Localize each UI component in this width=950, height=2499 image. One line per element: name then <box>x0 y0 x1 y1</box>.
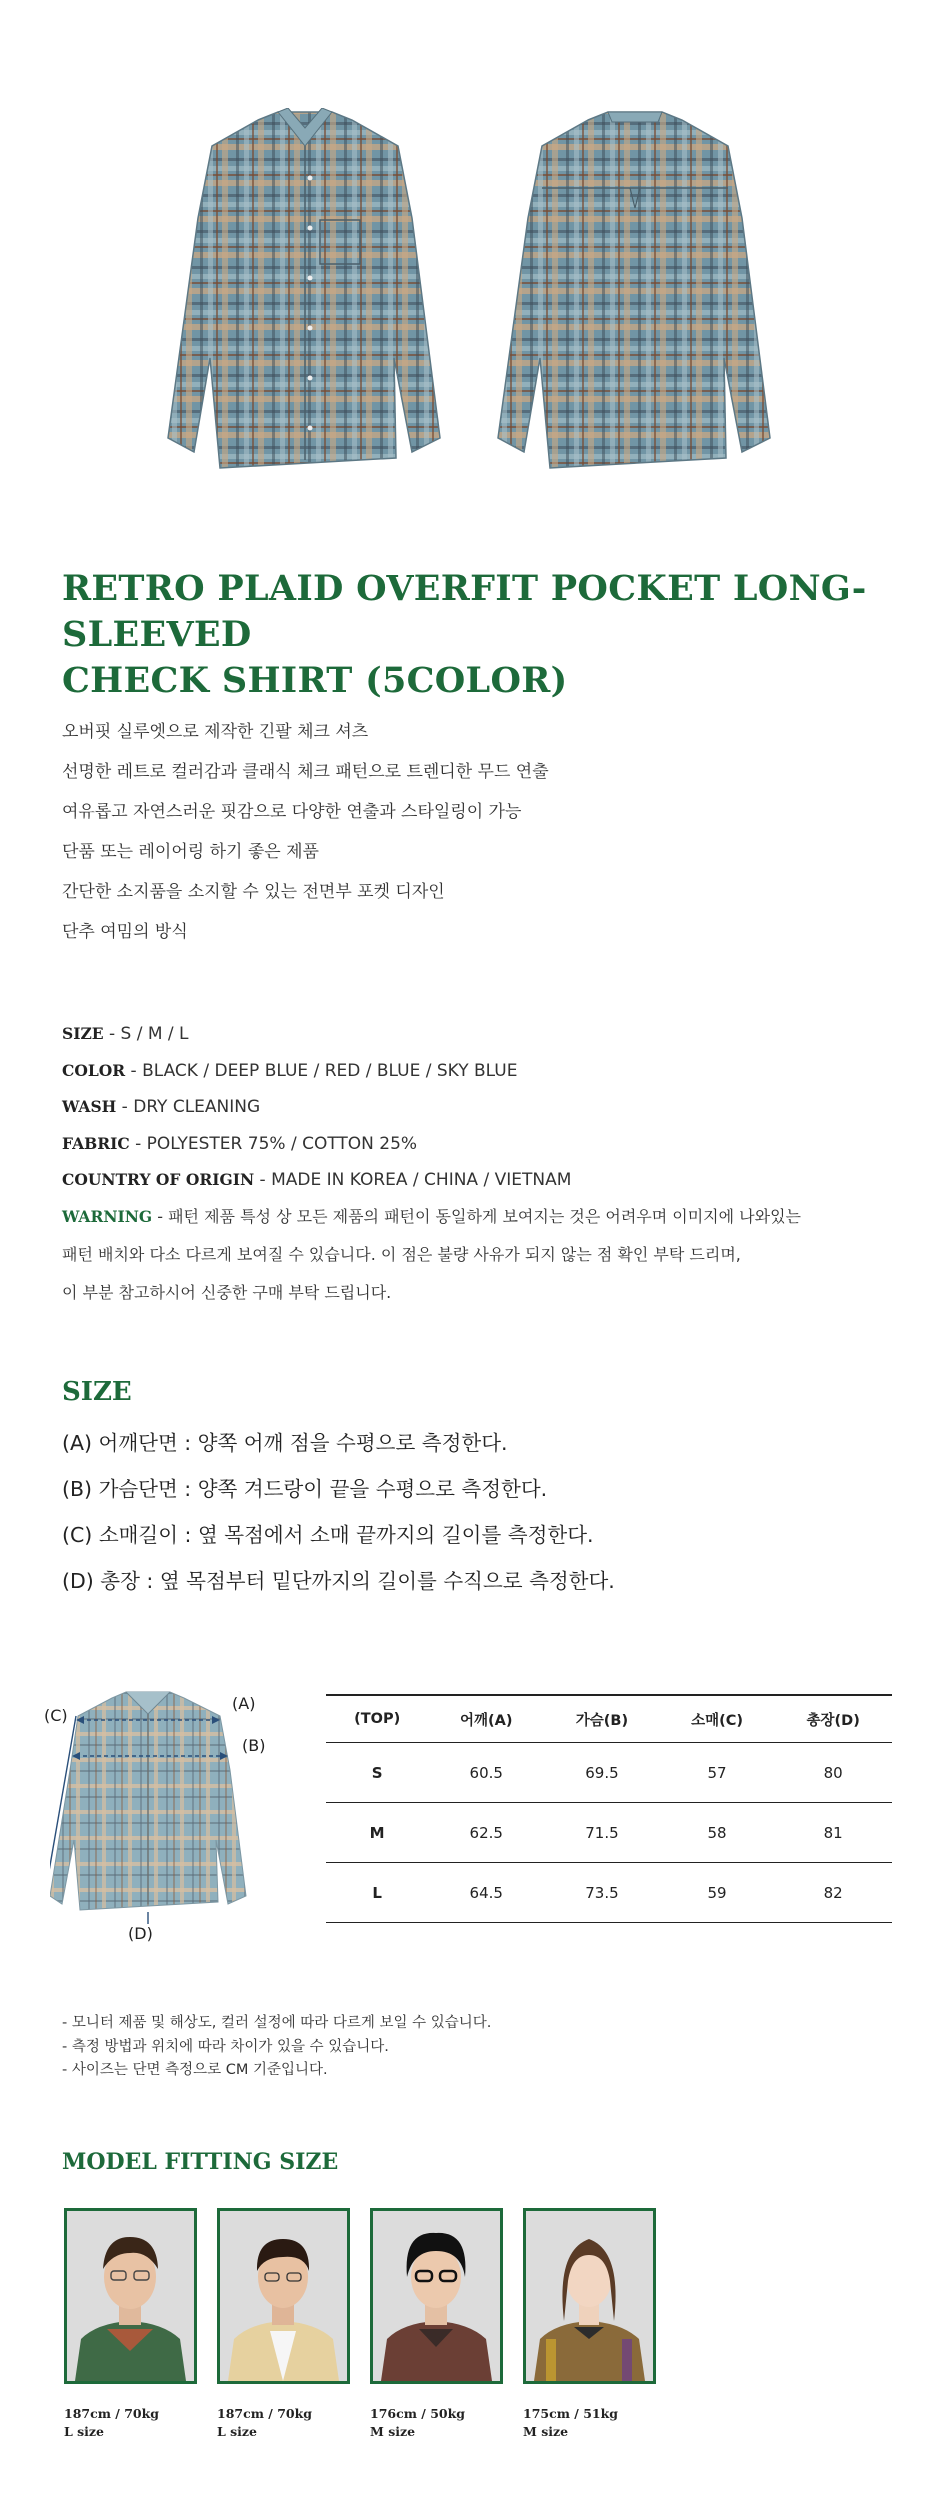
model-size: L size <box>217 2424 257 2439</box>
description-line: 선명한 레트로 컬러감과 클래식 체크 패턴으로 트렌디한 무드 연출 <box>62 762 549 782</box>
model-stats: 187cm / 70kg <box>217 2406 312 2421</box>
size-table-cell: 82 <box>774 1863 892 1923</box>
size-section-title: SIZE <box>62 1377 132 1407</box>
model-photo <box>370 2208 503 2384</box>
spec-wash <box>62 1095 801 1132</box>
description-line: 오버핏 실루엣으로 제작한 긴팔 체크 셔츠 <box>62 722 369 742</box>
size-table-row <box>326 1863 892 1923</box>
model-photo <box>217 2208 350 2384</box>
size-table-cell: 73.5 <box>544 1863 660 1923</box>
model-photo <box>523 2208 656 2384</box>
size-table-cell: 58 <box>660 1803 775 1863</box>
model-caption <box>64 2405 159 2441</box>
model-caption <box>370 2405 465 2441</box>
size-table-header-cell: 총장(D) <box>806 1712 860 1729</box>
warning-key: WARNING <box>62 1206 153 1226</box>
spec-key: COLOR <box>62 1060 126 1080</box>
spec-value: - POLYESTER 75% / COTTON 25% <box>129 1133 418 1154</box>
diagram-label-a: (A) <box>232 1694 256 1713</box>
spec-origin <box>62 1168 801 1205</box>
size-table-header-cell: (TOP) <box>354 1711 401 1727</box>
product-title-line1: RETRO PLAID OVERFIT POCKET LONG-SLEEVED <box>62 568 867 655</box>
measure-line: (A) 어깨단면 : 양쪽 어깨 점을 수평으로 측정한다. <box>62 1431 508 1455</box>
description-line: 단추 여밈의 방식 <box>62 922 188 942</box>
spec-key: WASH <box>62 1097 117 1116</box>
size-table-cell: L <box>326 1863 428 1923</box>
spec-key: FABRIC <box>62 1133 130 1153</box>
size-table-cell: S <box>326 1743 428 1803</box>
note-line: - 측정 방법과 위치에 따라 차이가 있을 수 있습니다. <box>62 2038 389 2055</box>
size-table-cell: 57 <box>660 1743 775 1803</box>
warning-text: - 패턴 제품 특성 상 모든 제품의 패턴이 동일하게 보여지는 것은 어려우며 이미지에 나와있는 <box>152 1206 802 1226</box>
warning-line: 이 부분 참고하시어 신중한 구매 부탁 드립니다. <box>62 1282 392 1302</box>
spec-color <box>62 1059 801 1096</box>
size-table-cell: 59 <box>660 1863 775 1923</box>
size-table-cell: M <box>326 1803 428 1863</box>
spec-fabric <box>62 1132 801 1169</box>
warning-block <box>62 1205 801 1319</box>
product-title <box>62 566 902 704</box>
model-stats: 175cm / 51kg <box>523 2406 618 2421</box>
spec-value: - BLACK / DEEP BLUE / RED / BLUE / SKY BLUE <box>125 1060 518 1081</box>
model-fitting-title: MODEL FITTING SIZE <box>62 2149 339 2175</box>
size-table-cell: 60.5 <box>428 1743 544 1803</box>
model-caption <box>523 2405 618 2441</box>
description-line: 여유롭고 자연스러운 핏감으로 다양한 연출과 스타일링이 가능 <box>62 802 522 822</box>
size-table-cell: 81 <box>774 1803 892 1863</box>
size-table-cell: 69.5 <box>544 1743 660 1803</box>
model-photo <box>64 2208 197 2384</box>
size-table <box>326 1694 892 1923</box>
note-line: - 모니터 제품 및 해상도, 컬러 설정에 따라 다르게 보일 수 있습니다. <box>62 2015 492 2031</box>
size-notes <box>62 2013 491 2084</box>
size-table-cell: 80 <box>774 1743 892 1803</box>
measure-line: (B) 가슴단면 : 양쪽 겨드랑이 끝을 수평으로 측정한다. <box>62 1477 548 1501</box>
model-stats: 187cm / 70kg <box>64 2406 159 2421</box>
description-line: 간단한 소지품을 소지할 수 있는 전면부 포켓 디자인 <box>62 882 445 902</box>
spec-value: - MADE IN KOREA / CHINA / VIETNAM <box>254 1170 572 1190</box>
spec-key: SIZE <box>62 1024 104 1043</box>
warning-line: 패턴 배치와 다소 다르게 보여질 수 있습니다. 이 점은 불량 사유가 되지 않는 점 확인 부탁 드리며, <box>62 1244 741 1264</box>
spec-value: - S / M / L <box>103 1024 189 1044</box>
product-title-line2: CHECK SHIRT (5COLOR) <box>62 660 568 701</box>
diagram-label-b: (B) <box>242 1736 266 1755</box>
description-line: 단품 또는 레이어링 하기 좋은 제품 <box>62 842 319 862</box>
spec-size <box>62 1022 801 1059</box>
model-size: M size <box>370 2424 416 2439</box>
model-caption <box>217 2405 312 2441</box>
product-description <box>62 720 549 960</box>
model-size: L size <box>64 2424 104 2439</box>
spec-value: - DRY CLEANING <box>116 1097 261 1117</box>
size-table-header <box>326 1695 892 1743</box>
measure-line: (D) 총장 : 옆 목점부터 밑단까지의 길이를 수직으로 측정한다. <box>62 1569 615 1593</box>
size-table-cell: 62.5 <box>428 1803 544 1863</box>
size-table-row <box>326 1743 892 1803</box>
size-table-header-cell: 가슴(B) <box>575 1712 629 1729</box>
size-table-cell: 71.5 <box>544 1803 660 1863</box>
note-line: - 사이즈는 단면 측정으로 CM 기준입니다. <box>62 2062 328 2078</box>
back-view-plaid-shirt <box>480 108 790 478</box>
model-stats: 176cm / 50kg <box>370 2406 465 2421</box>
size-table-row <box>326 1803 892 1863</box>
model-size: M size <box>523 2424 569 2439</box>
diagram-label-d: (D) <box>128 1924 153 1943</box>
size-table-header-cell: 소매(C) <box>691 1712 743 1729</box>
product-specs <box>62 1022 801 1319</box>
spec-key: COUNTRY OF ORIGIN <box>62 1170 255 1189</box>
size-diagram <box>44 1680 280 1950</box>
warning-line <box>62 1205 801 1243</box>
size-table-header-cell: 어깨(A) <box>459 1712 513 1729</box>
diagram-label-c: (C) <box>44 1706 68 1725</box>
front-view-plaid-shirt <box>150 108 460 478</box>
measure-line: (C) 소매길이 : 옆 목점에서 소매 끝까지의 길이를 측정한다. <box>62 1523 594 1547</box>
measurement-guide <box>62 1428 615 1612</box>
size-table-cell: 64.5 <box>428 1863 544 1923</box>
